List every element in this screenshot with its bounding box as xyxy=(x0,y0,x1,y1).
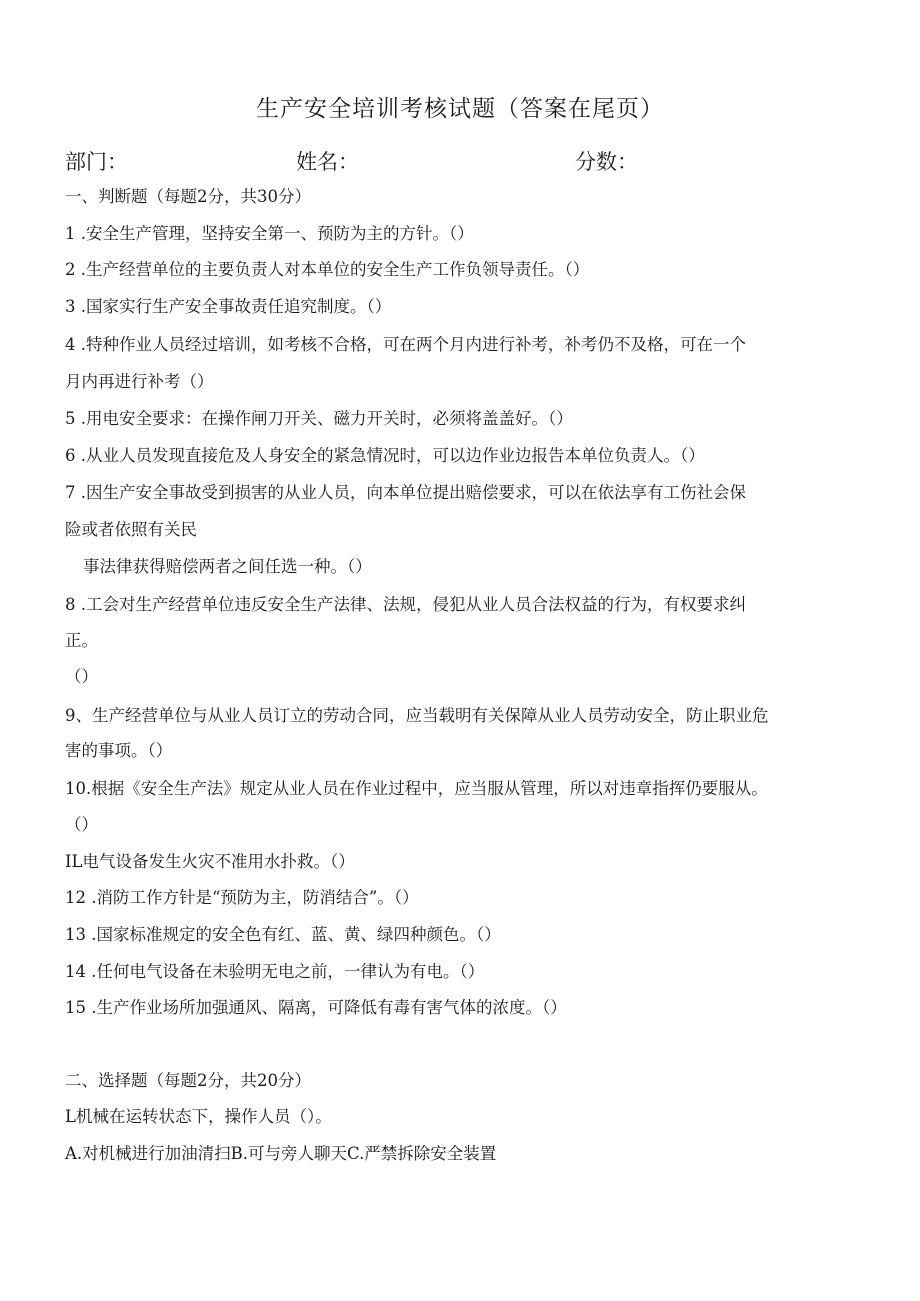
question-line: IL电气设备发生火灾不准用水扑救。（） xyxy=(65,852,355,871)
question-line: 害的事项。（） xyxy=(65,741,173,760)
question-line: 8 .工会对生产经营单位违反安全生产法律、法规，侵犯从业人员合法权益的行为，有权要求纠 xyxy=(65,595,746,614)
question-line: 3 .国家实行生产安全事故责任追究制度。（） xyxy=(65,297,392,316)
exam-info-row xyxy=(0,146,920,178)
section-2-heading: 二、选择题（每题2分，共20分） xyxy=(65,1071,311,1090)
question-line: 事法律获得赔偿两者之间任选一种。（） xyxy=(83,557,372,576)
question-line: 1 .安全生产管理，坚持安全第一、预防为主的方针。（） xyxy=(65,224,474,243)
question-line: 15 .生产作业场所加强通风、隔离，可降低有毒有害气体的浓度。（） xyxy=(65,998,567,1017)
department-label: 部门： xyxy=(65,150,128,174)
question-line: L机械在运转状态下，操作人员（）。 xyxy=(65,1107,332,1126)
question-line: 12 .消防工作方针是“预防为主，防消结合”。（） xyxy=(65,888,419,907)
question-line: 10.根据《安全生产法》规定从业人员在作业过程中，应当服从管理，所以对违章指挥仍要服从。 xyxy=(65,779,768,798)
question-line: （） xyxy=(65,667,98,686)
question-line: 4 .特种作业人员经过培训，如考核不合格，可在两个月内进行补考，补考仍不及格，可在一个 xyxy=(65,335,746,354)
question-line: 14 .任何电气设备在未验明无电之前，一律认为有电。（） xyxy=(65,962,485,981)
question-line: 6 .从业人员发现直接危及人身安全的紧急情况时，可以边作业边报告本单位负责人。（） xyxy=(65,446,705,465)
section-1-heading: 一、判断题（每题2分，共30分） xyxy=(65,187,311,206)
question-line: 2 .生产经营单位的主要负责人对本单位的安全生产工作负领导责任。（） xyxy=(65,260,590,279)
question-line: 9、生产经营单位与从业人员订立的劳动合同，应当载明有关保障从业人员劳动安全，防止职业危 xyxy=(65,706,769,725)
question-line: 5 .用电安全要求：在操作闸刀开关、磁力开关时，必须将盖盖好。（） xyxy=(65,409,573,428)
exam-title: 生产安全培训考核试题（答案在尾页） xyxy=(256,96,664,122)
question-line: 正。 xyxy=(65,631,98,650)
question-line: 7 .因生产安全事故受到损害的从业人员，向本单位提出赔偿要求，可以在依法享有工伤社会保 xyxy=(65,483,746,502)
name-label: 姓名： xyxy=(296,150,359,174)
question-line: 月内再进行补考（） xyxy=(65,372,214,391)
answer-options: A.对机械进行加油清扫B.可与旁人聊天C.严禁拆除安全装置 xyxy=(65,1144,497,1163)
question-line: 险或者依照有关民 xyxy=(65,520,197,539)
question-line: 13 .国家标准规定的安全色有红、蓝、黄、绿四种颜色。（） xyxy=(65,925,501,944)
question-line: （） xyxy=(65,815,98,834)
score-label: 分数： xyxy=(575,150,638,174)
